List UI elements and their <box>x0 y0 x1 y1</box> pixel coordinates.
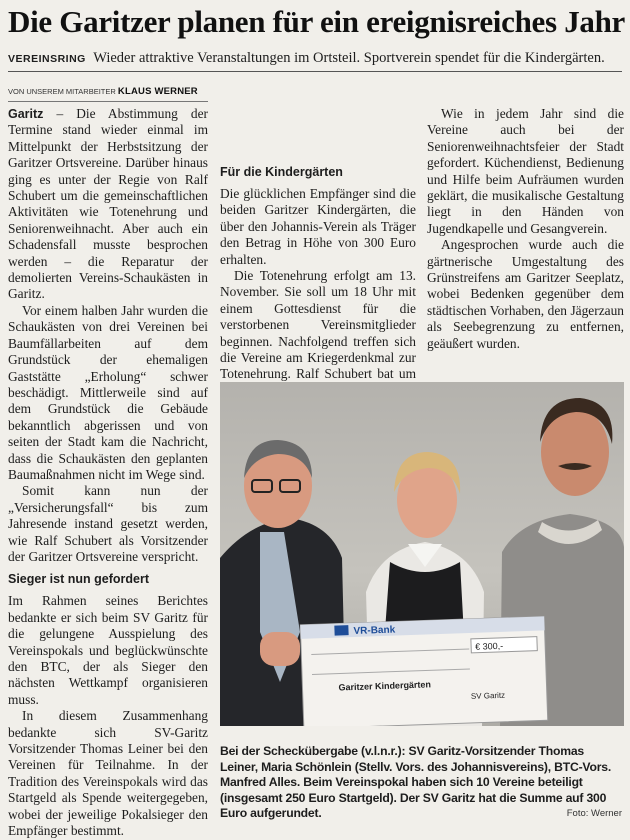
deck-kicker: VEREINSRING <box>8 53 86 65</box>
cheque-signer: SV Garitz <box>470 690 506 701</box>
subheading: Für die Kindergärten <box>220 165 343 179</box>
photo-credit: Foto: Werner <box>566 808 622 819</box>
article-column-2 <box>220 80 416 416</box>
photo-caption: Bei der Scheckübergabe (v.l.n.r.): SV Garitz-Vorsitzender Thomas Leiner, Maria Schönlein (Stellv. Vors. des Johannisvereins), BTC-Vors. Manfred Alles. Beim Vereinspokal haben sich 10 Vereine beteiligt (insgesamt 250 Euro Startgeld). Der SV Garitz hat die Summe auf 300 Euro aufgerundet. <box>220 744 612 821</box>
article-paragraph: Die glücklichen Empfänger sind die beiden Garitzer Kindergärten, die über den Johannis-Verein als Träger den Betrag in Höhe von 300 Euro erhalten. <box>220 186 416 267</box>
article-paragraph: Somit kann nun der „Versicherungsfall“ bis zum Jahresende instand gesetzt werden, wie Ralf Schubert als Vorsitzender der Garitzer Ortsvereine verspricht. <box>8 483 208 564</box>
byline-prefix: VON UNSEREM MITARBEITER <box>8 87 116 96</box>
cheque-handover-photo <box>220 382 624 726</box>
dateline: Garitz <box>8 107 44 121</box>
headline: Die Garitzer planen für ein ereignisreiches Jahr <box>8 4 625 39</box>
header-rule <box>8 71 622 72</box>
byline <box>8 86 208 97</box>
article-paragraph: Wie in jedem Jahr sind die Vereine auch bei der Seniorenweihnachtsfeier der Stadt gefordert. Küchendienst, Bedienung und Hilfe beim Aufräumen wurden geklärt, die musikalische Gestaltung liegt in den Händen von Jugendkapelle und Gesangverein. <box>427 106 624 236</box>
cheque-payee: Garitzer Kindergärten <box>338 679 432 693</box>
byline-name: KLAUS WERNER <box>117 86 198 97</box>
article-paragraph: Vor einem halben Jahr wurden die Schaukästen von drei Vereinen bei Baumfällarbeiten auf dem Grundstück der ehemaligen Gaststätte „Erholung“ schwer beschädigt. Mittlerweile sind auf dem Grundstück die Gebäude bekanntlich abgerissen und von seiten der Stadt kam die Nachricht, dass die Schaukästen den geplanten Baumaßnahmen nicht im Wege sind. <box>8 302 208 482</box>
article-paragraph: Die Totenehrung erfolgt am 13. November. Sie soll um 18 Uhr mit einem Gottesdienst für die verstorbenen Vereinsmitglieder beginnen. Nachfolgend treffen sich die Vereine am Kriegerdenkmal zur Totenehrung. Ralf Schubert bat um <box>220 268 416 382</box>
deck <box>8 49 626 68</box>
cheque <box>300 616 547 726</box>
photo-illustration <box>220 382 624 726</box>
article-paragraph: Angesprochen wurde auch die gärtnerische Umgestaltung des Grünstreifens am Garitzer Seeplatz, wobei Bedenken gegenüber dem städtischen Vorhaben, den Jägerzaun als Seebegrenzung zu entfernen, geäußert wurden. <box>427 237 624 351</box>
article-paragraph: Garitz – Die Abstimmung der Termine stand wieder einmal im Mittelpunkt der Herbstsitzung der Garitzer Ortsvereine. Darüber hinaus ging es unter der Regie von Ralf Schubert um die gemeinschaftlichen Aktivitäten wie Totenehrung und Seniorenweihnacht. Aber auch ein Schadensfall musste besprochen werden – die Reparatur der demolierten Vereins-Schaukästen in Garitz. <box>8 106 208 302</box>
article-column-3 <box>427 80 624 352</box>
byline-rule <box>8 101 208 102</box>
bank-logo-icon <box>334 625 348 635</box>
cheque-bank: VR-Bank <box>353 624 396 637</box>
article-paragraph: Im Rahmen seines Berichtes bedankte er sich beim SV Garitz für die gelungene Ausspielung des Vereinspokals und beglückwünschte den BTC, der als Sieger den nächsten Wettkampf organisieren muss. <box>8 593 208 707</box>
deck-text: Wieder attraktive Veranstaltungen im Ortsteil. Sportverein spendet für die Kindergärten. <box>93 50 605 66</box>
article-column-1 <box>8 106 208 839</box>
cheque-amount: € 300,- <box>474 640 504 652</box>
subheading: Sieger ist nun gefordert <box>8 572 149 587</box>
article-paragraph: In diesem Zusammenhang bedankte sich SV-Garitz Vorsitzender Thomas Leiner bei den Vereinen für Teilnahme. In der Tradition des Vereinspokals wird das Startgeld als Spende weitergegeben, wobei der jeweilige Pokalsieger den Empfänger bestimmt. <box>8 708 208 839</box>
